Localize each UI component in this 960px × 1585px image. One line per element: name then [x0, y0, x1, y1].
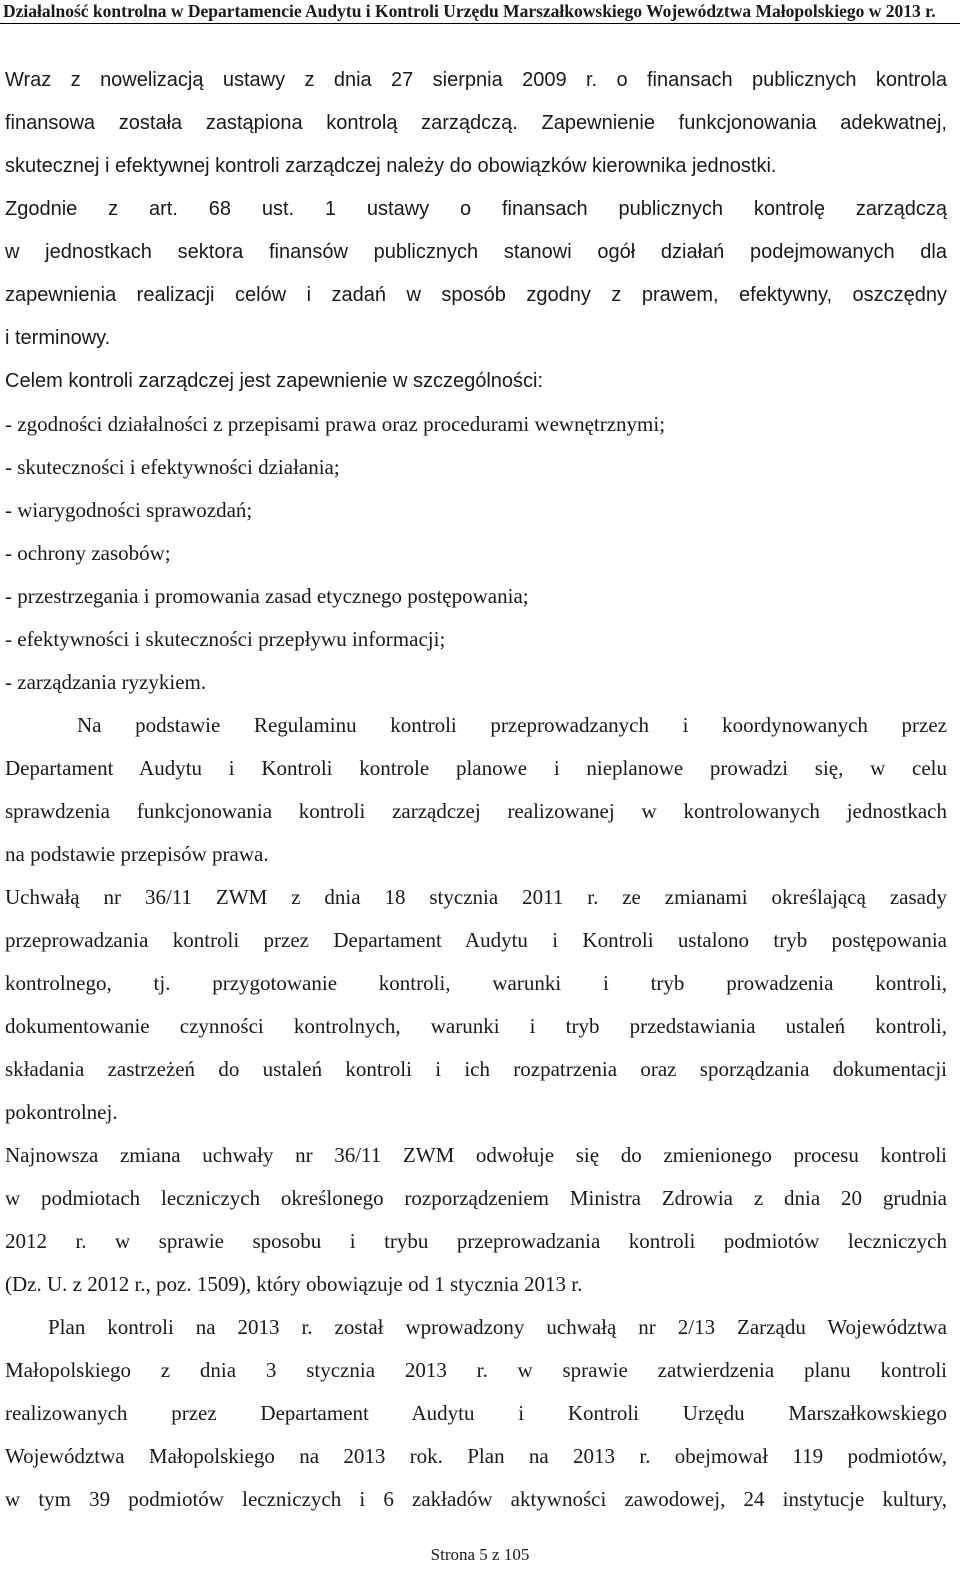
text-line: przeprowadzania kontroli przez Departament Audytu i Kontroli ustalono tryb postępowania	[5, 928, 947, 952]
list-item: - zarządzania ryzykiem.	[5, 670, 207, 694]
text-line: na podstawie przepisów prawa.	[5, 842, 269, 866]
text-line: Departament Audytu i Kontroli kontrole planowe i nieplanowe prowadzi się, w celu	[5, 756, 947, 780]
text-line: dokumentowanie czynności kontrolnych, warunki i tryb przedstawiania ustaleń kontroli,	[5, 1014, 947, 1038]
list-item: - ochrony zasobów;	[5, 541, 171, 565]
text-line: skutecznej i efektywnej kontroli zarządczej należy do obowiązków kierownika jednostki.	[5, 155, 777, 177]
text-line: Województwa Małopolskiego na 2013 rok. Plan na 2013 r. obejmował 119 podmiotów,	[5, 1444, 947, 1468]
text-line: w tym 39 podmiotów leczniczych i 6 zakładów aktywności zawodowej, 24 instytucje kultury,	[5, 1487, 947, 1511]
text-line: (Dz. U. z 2012 r., poz. 1509), który obowiązuje od 1 stycznia 2013 r.	[5, 1272, 583, 1296]
text-line: zapewnienia realizacji celów i zadań w sposób zgodny z prawem, efektywny, oszczędny	[5, 284, 947, 306]
list-item: - wiarygodności sprawozdań;	[5, 498, 253, 522]
text-line: Na podstawie Regulaminu kontroli przeprowadzanych i koordynowanych przez	[77, 713, 947, 737]
text-line: Małopolskiego z dnia 3 stycznia 2013 r. w sprawie zatwierdzenia planu kontroli	[5, 1358, 947, 1382]
text-line: w podmiotach leczniczych określonego rozporządzeniem Ministra Zdrowia z dnia 20 grudnia	[5, 1186, 947, 1210]
text-line: w jednostkach sektora finansów publicznych stanowi ogół działań podejmowanych dla	[5, 241, 947, 263]
page-number: Strona 5 z 105	[430, 1545, 530, 1564]
list-item: - przestrzegania i promowania zasad etycznego postępowania;	[5, 584, 529, 608]
text-line: sprawdzenia funkcjonowania kontroli zarządczej realizowanej w kontrolowanych jednostkach	[5, 799, 947, 823]
text-line: Celem kontroli zarządczej jest zapewnienie w szczególności:	[5, 370, 544, 392]
text-line: Zgodnie z art. 68 ust. 1 ustawy o finansach publicznych kontrolę zarządczą	[5, 198, 947, 220]
running-header: Działalność kontrolna w Departamencie Audytu i Kontroli Urzędu Marszałkowskiego Województwa Małopolskiego w 2013 r.	[0, 0, 960, 24]
text-line: Wraz z nowelizacją ustawy z dnia 27 sierpnia 2009 r. o finansach publicznych kontrola	[5, 69, 947, 91]
text-line: 2012 r. w sprawie sposobu i trybu przeprowadzania kontroli podmiotów leczniczych	[5, 1229, 947, 1253]
text-line: Najnowsza zmiana uchwały nr 36/11 ZWM odwołuje się do zmienionego procesu kontroli	[5, 1143, 947, 1167]
list-item: - zgodności działalności z przepisami prawa oraz procedurami wewnętrznymi;	[5, 412, 666, 436]
text-line: kontrolnego, tj. przygotowanie kontroli, warunki i tryb prowadzenia kontroli,	[5, 971, 947, 995]
list-item: - skuteczności i efektywności działania;	[5, 455, 340, 479]
text-line: realizowanych przez Departament Audytu i Kontroli Urzędu Marszałkowskiego	[5, 1401, 947, 1425]
text-line: pokontrolnej.	[5, 1100, 118, 1124]
text-line: Plan kontroli na 2013 r. został wprowadzony uchwałą nr 2/13 Zarządu Województwa	[48, 1315, 947, 1339]
text-line: finansowa została zastąpiona kontrolą zarządczą. Zapewnienie funkcjonowania adekwatnej,	[5, 112, 947, 134]
text-line: składania zastrzeżeń do ustaleń kontroli i ich rozpatrzenia oraz sporządzania dokumentacji	[5, 1057, 947, 1081]
text-line: Uchwałą nr 36/11 ZWM z dnia 18 stycznia 2011 r. ze zmianami określającą zasady	[5, 885, 947, 909]
text-line: i terminowy.	[5, 327, 111, 349]
list-item: - efektywności i skuteczności przepływu informacji;	[5, 627, 446, 651]
